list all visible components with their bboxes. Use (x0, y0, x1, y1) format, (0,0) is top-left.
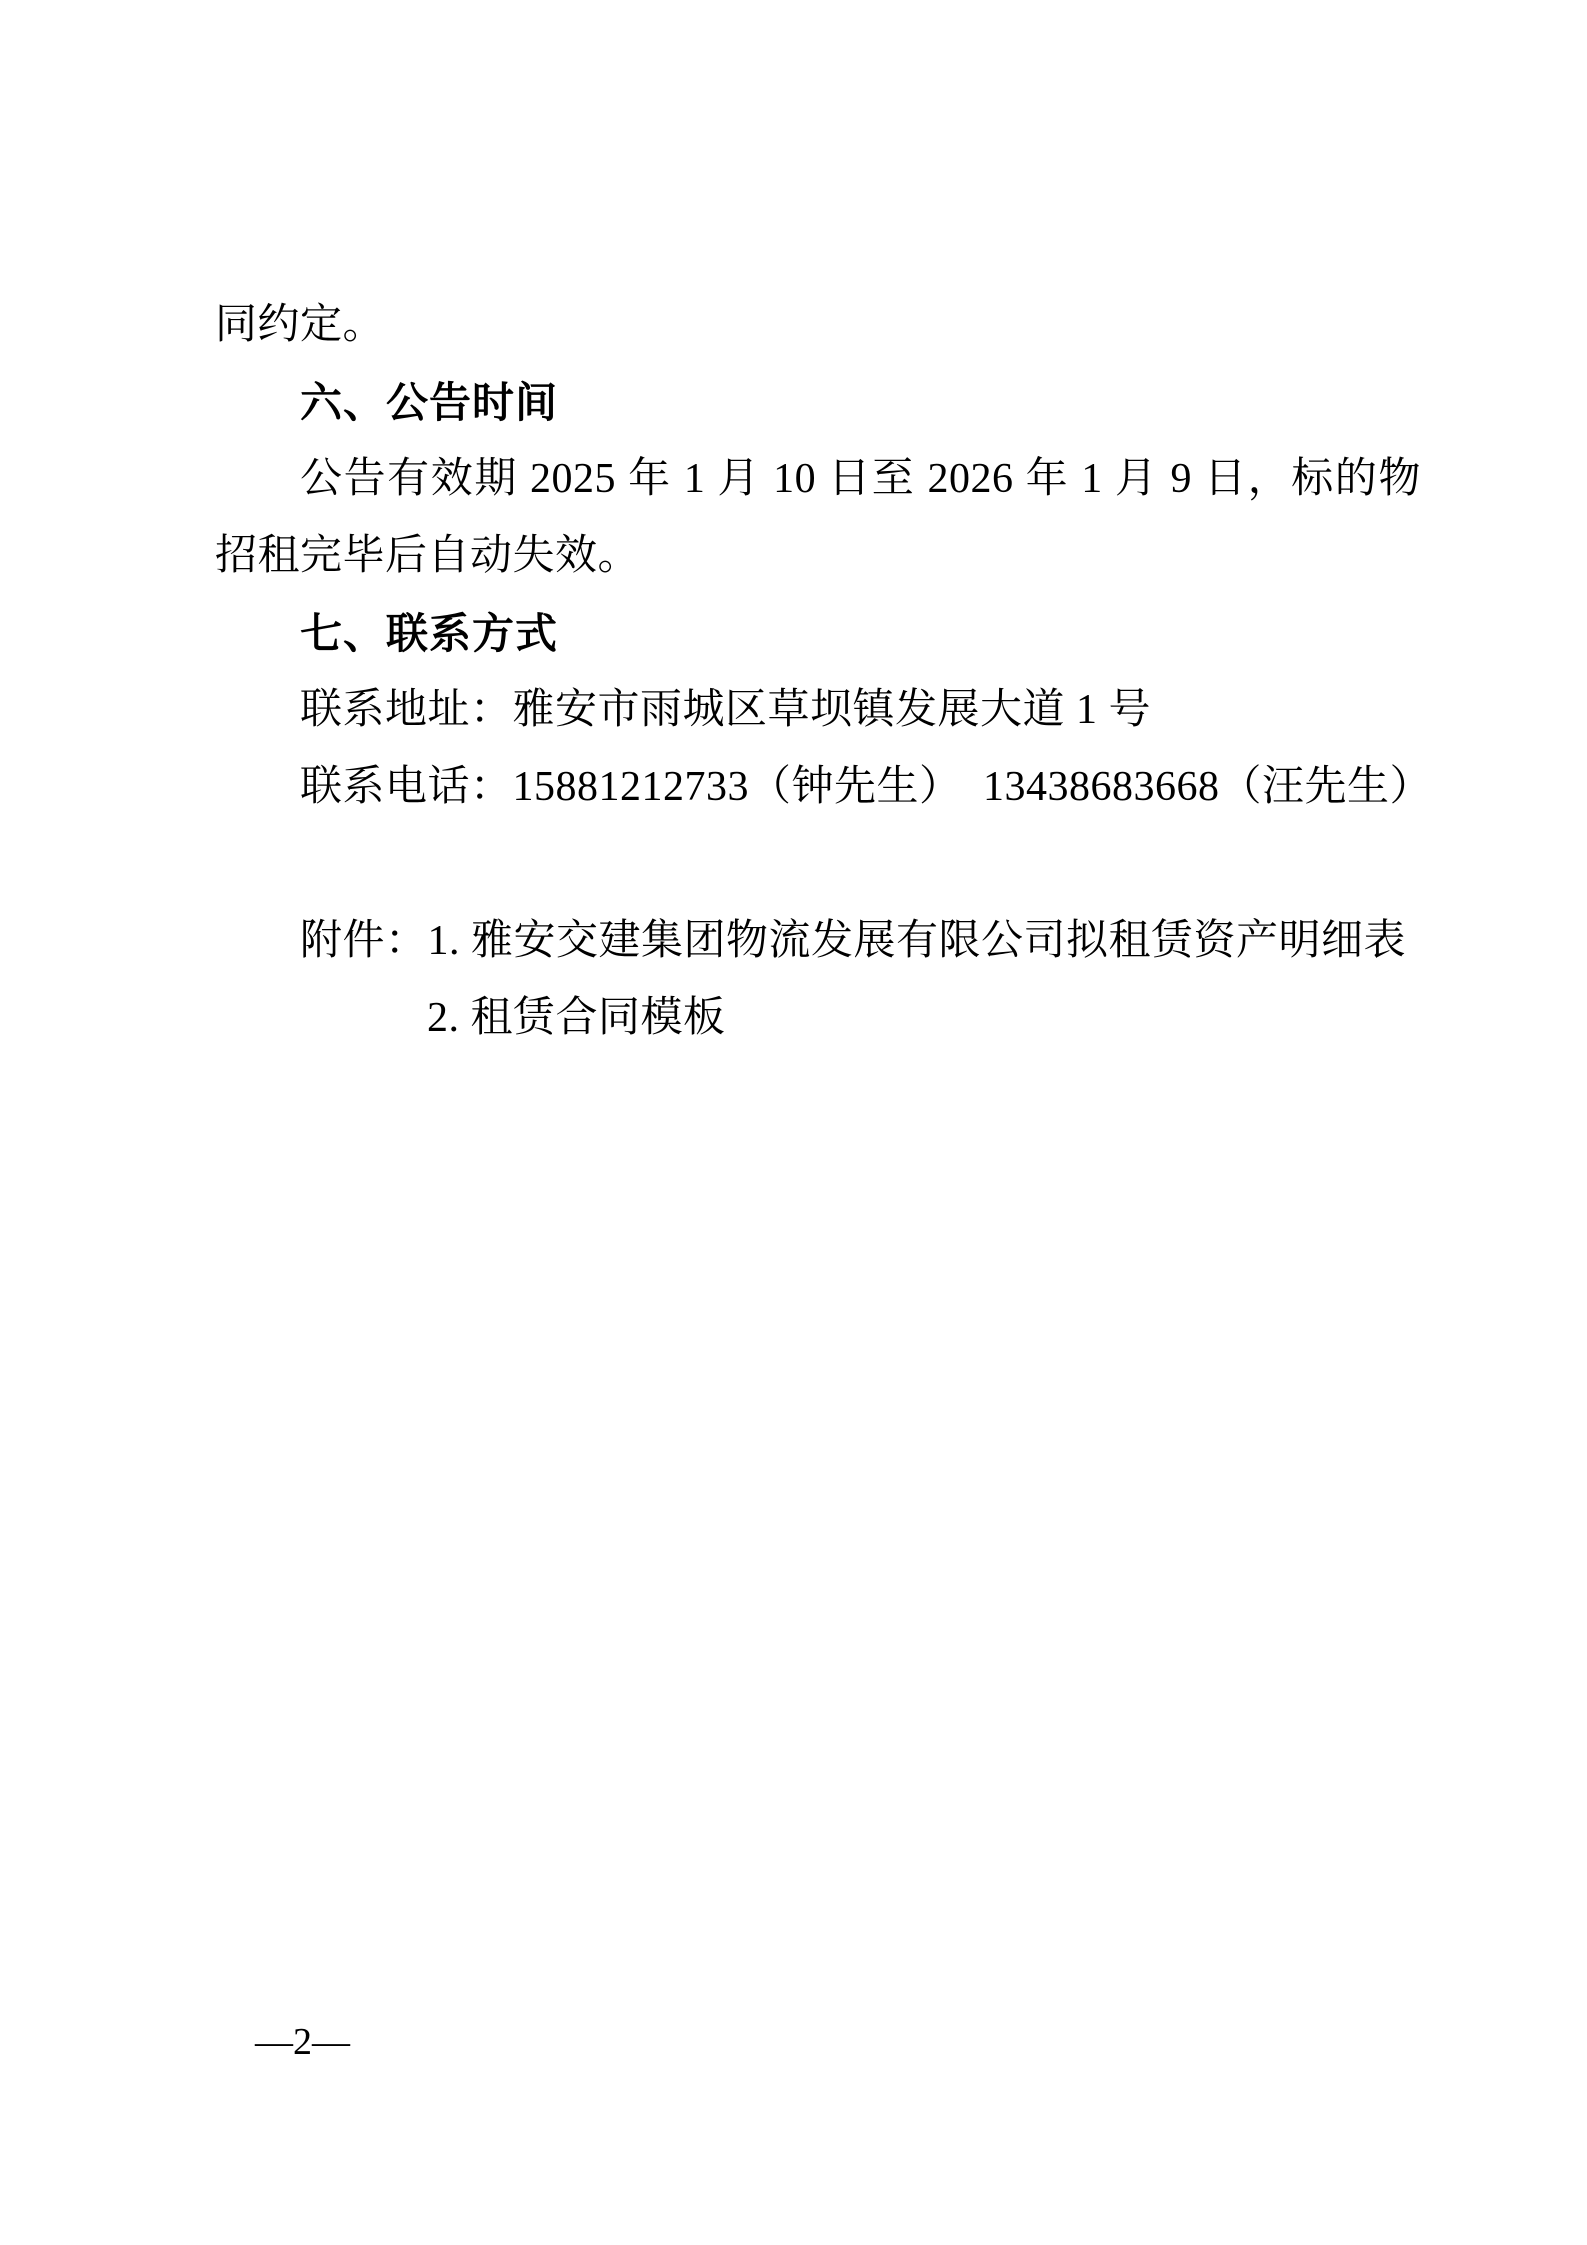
paragraph-continuation: 同约定。 (215, 302, 386, 348)
attachment-item-1: 附件：1. 雅安交建集团物流发展有限公司拟租赁资产明细表 (300, 918, 1407, 964)
attachment-item-2: 2. 租赁合同模板 (427, 995, 726, 1041)
document-body (215, 287, 1433, 1057)
contact-address-line: 联系地址：雅安市雨城区草坝镇发展大道 1 号 (300, 687, 1152, 733)
blank-line (215, 826, 1421, 903)
announcement-period-line-2: 招租完毕后自动失效。 (215, 533, 641, 579)
section-heading-announcement-time: 六、公告时间 (300, 379, 559, 426)
contact-phone-line: 联系电话：15881212733（钟先生） 13438683668（汪先生） (300, 764, 1433, 810)
announcement-period-line-1: 公告有效期 2025 年 1 月 10 日至 2026 年 1 月 9 日，标的物 (300, 456, 1421, 502)
page-number: —2— (255, 2021, 350, 2063)
section-heading-contact-method: 七、联系方式 (300, 610, 559, 657)
